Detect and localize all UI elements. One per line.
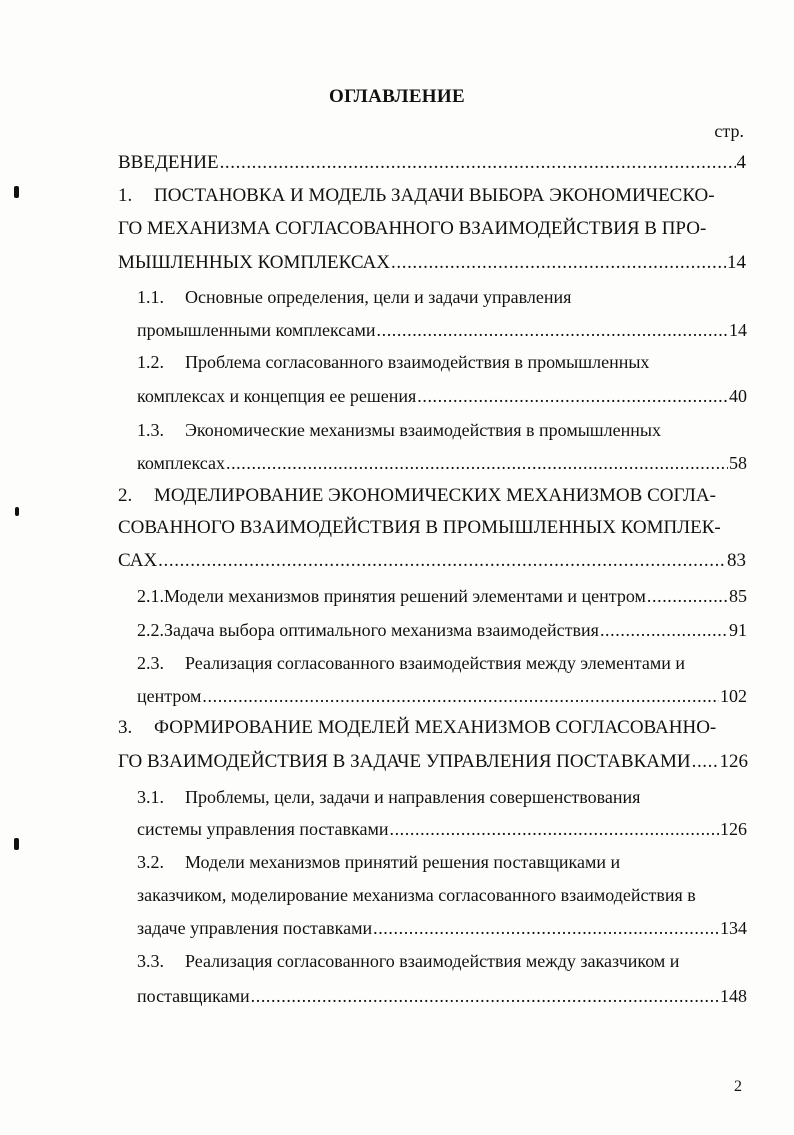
toc-entry-section-2-2[interactable] [137,618,747,642]
toc-entry-text: Реализация согласованного взаимодействия между заказчиком и [185,951,680,971]
toc-entry-section-3-3-end[interactable] [137,984,747,1008]
toc-entry-text: Модели механизмов принятия решений элементами и центром [164,586,646,606]
toc-entry-section-3-1[interactable] [137,785,747,809]
toc-entry-text: ВВЕДЕНИЕ [118,152,219,173]
toc-entry-number: 2.3. [137,653,164,673]
dot-leader [692,750,719,774]
toc-entry-chapter-2-end[interactable] [118,549,746,573]
toc-entry-number: 3.2. [137,852,164,872]
toc-entry-chapter-1-cont [118,217,758,241]
toc-entry-text: центром [137,686,202,706]
scan-mark [14,186,19,198]
toc-entry-section-3-2[interactable] [137,850,747,874]
toc-entry-text: Задача выбора оптимального механизма взаимодействия [164,620,599,640]
toc-entry-chapter-3-end[interactable] [118,750,748,774]
toc-entry-page: 40 [729,386,747,406]
toc-entry-page: 102 [720,686,747,706]
toc-title: ОГЛАВЛЕНИЕ [329,86,465,107]
toc-entry-text: Проблема согласованного взаимодействия в промышленных [185,352,650,372]
toc-entry-text: Основные определения, цели и задачи управления [185,287,572,307]
toc-entry-text: Экономические механизмы взаимодействия в промышленных [185,420,661,440]
toc-entry-section-1-3[interactable] [137,418,747,442]
toc-entry-text: ГО ВЗАИМОДЕЙСТВИЯ В ЗАДАЧЕ УПРАВЛЕНИЯ ПОСТАВКАМИ [118,751,691,772]
toc-entry-text: МЫШЛЕННЫХ КОМПЛЕКСАХ [118,252,391,273]
toc-entry-number: 1.3. [137,420,164,440]
toc-entry-section-1-1[interactable] [137,285,747,309]
toc-entry-chapter-1[interactable] [118,184,758,208]
toc-entry-page: 14 [727,252,746,273]
toc-entry-text: заказчиком, моделирование механизма согласованного взаимодействия в [137,885,696,905]
toc-entry-number: 1.2. [137,352,164,372]
toc-entry-page: 58 [729,453,747,473]
toc-entry-page: 134 [720,918,747,938]
scan-mark [15,507,19,516]
dot-leader [158,549,726,573]
toc-entry-section-3-2-end[interactable] [137,916,747,940]
toc-entry-section-1-2-end[interactable] [137,384,747,408]
toc-entry-text: ПОСТАНОВКА И МОДЕЛЬ ЗАДАЧИ ВЫБОРА ЭКОНОМИЧЕСКО- [154,185,715,206]
toc-entry-chapter-2[interactable] [118,484,758,508]
dot-leader [417,384,728,408]
toc-entry-page: 83 [727,550,746,571]
dot-leader [377,318,729,342]
toc-entry-number: 2.2. [137,620,164,640]
toc-entry-number: 3. [118,717,133,738]
toc-entry-introduction[interactable] [118,151,746,175]
toc-entry-chapter-2-cont [118,516,758,540]
dot-leader [251,984,719,1008]
dot-leader [226,451,728,475]
toc-entry-text: системы управления поставками [137,819,389,839]
toc-entry-text: Проблемы, цели, задачи и направления совершенствования [185,787,641,807]
dot-leader [389,817,719,841]
toc-entry-page: 126 [720,819,747,839]
toc-entry-section-1-2[interactable] [137,350,747,374]
toc-entry-section-3-2-cont [137,883,747,907]
toc-entry-text: комплексах [137,453,225,473]
toc-entry-text: комплексах и концепция ее решения [137,386,417,406]
toc-entry-text: МОДЕЛИРОВАНИЕ ЭКОНОМИЧЕСКИХ МЕХАНИЗМОВ СОГЛА- [154,485,716,506]
toc-entry-page: 126 [719,751,748,772]
toc-entry-text: САХ [118,550,158,571]
toc-entry-text: Модели механизмов принятий решения поставщиками и [185,852,621,872]
toc-entry-text: СОВАННОГО ВЗАИМОДЕЙСТВИЯ В ПРОМЫШЛЕННЫХ КОМПЛЕК- [118,517,721,538]
toc-entry-text: ГО МЕХАНИЗМА СОГЛАСОВАННОГО ВЗАИМОДЕЙСТВИЯ В ПРО- [118,218,707,239]
toc-entry-section-1-3-end[interactable] [137,451,747,475]
dot-leader [220,151,736,175]
toc-entry-text: Реализация согласованного взаимодействия между элементами и [185,653,686,673]
toc-entry-number: 2.1. [137,586,164,606]
page-number: 2 [734,1078,742,1095]
scan-mark [14,838,19,850]
toc-entry-page: 91 [729,620,747,640]
toc-entry-text: ФОРМИРОВАНИЕ МОДЕЛЕЙ МЕХАНИЗМОВ СОГЛАСОВАННО- [154,717,717,738]
page-column-label: стр. [714,121,744,141]
toc-entry-number: 1. [118,185,133,206]
toc-entry-page: 148 [720,986,747,1006]
dot-leader [202,684,719,708]
toc-entry-number: 3.3. [137,951,164,971]
toc-entry-page: 14 [729,320,747,340]
toc-entry-section-2-3[interactable] [137,651,747,675]
toc-entry-number: 1.1. [137,287,164,307]
dot-leader [373,916,719,940]
toc-entry-number: 3.1. [137,787,164,807]
toc-entry-section-3-3[interactable] [137,949,747,973]
toc-entry-text: поставщиками [137,986,250,1006]
toc-entry-text: промышленными комплексами [137,320,376,340]
toc-entry-section-2-1[interactable] [137,584,747,608]
dot-leader [391,251,726,275]
toc-entry-section-2-3-end[interactable] [137,684,747,708]
toc-entry-text: задаче управления поставками [137,918,373,938]
toc-entry-page: 4 [736,152,746,173]
toc-entry-page: 85 [729,586,747,606]
toc-entry-chapter-3[interactable] [118,716,758,740]
dot-leader [600,618,728,642]
toc-entry-chapter-1-end[interactable] [118,251,746,275]
toc-entry-section-3-1-end[interactable] [137,817,747,841]
toc-entry-section-1-1-end[interactable] [137,318,747,342]
dot-leader [647,584,728,608]
toc-entry-number: 2. [118,485,133,506]
